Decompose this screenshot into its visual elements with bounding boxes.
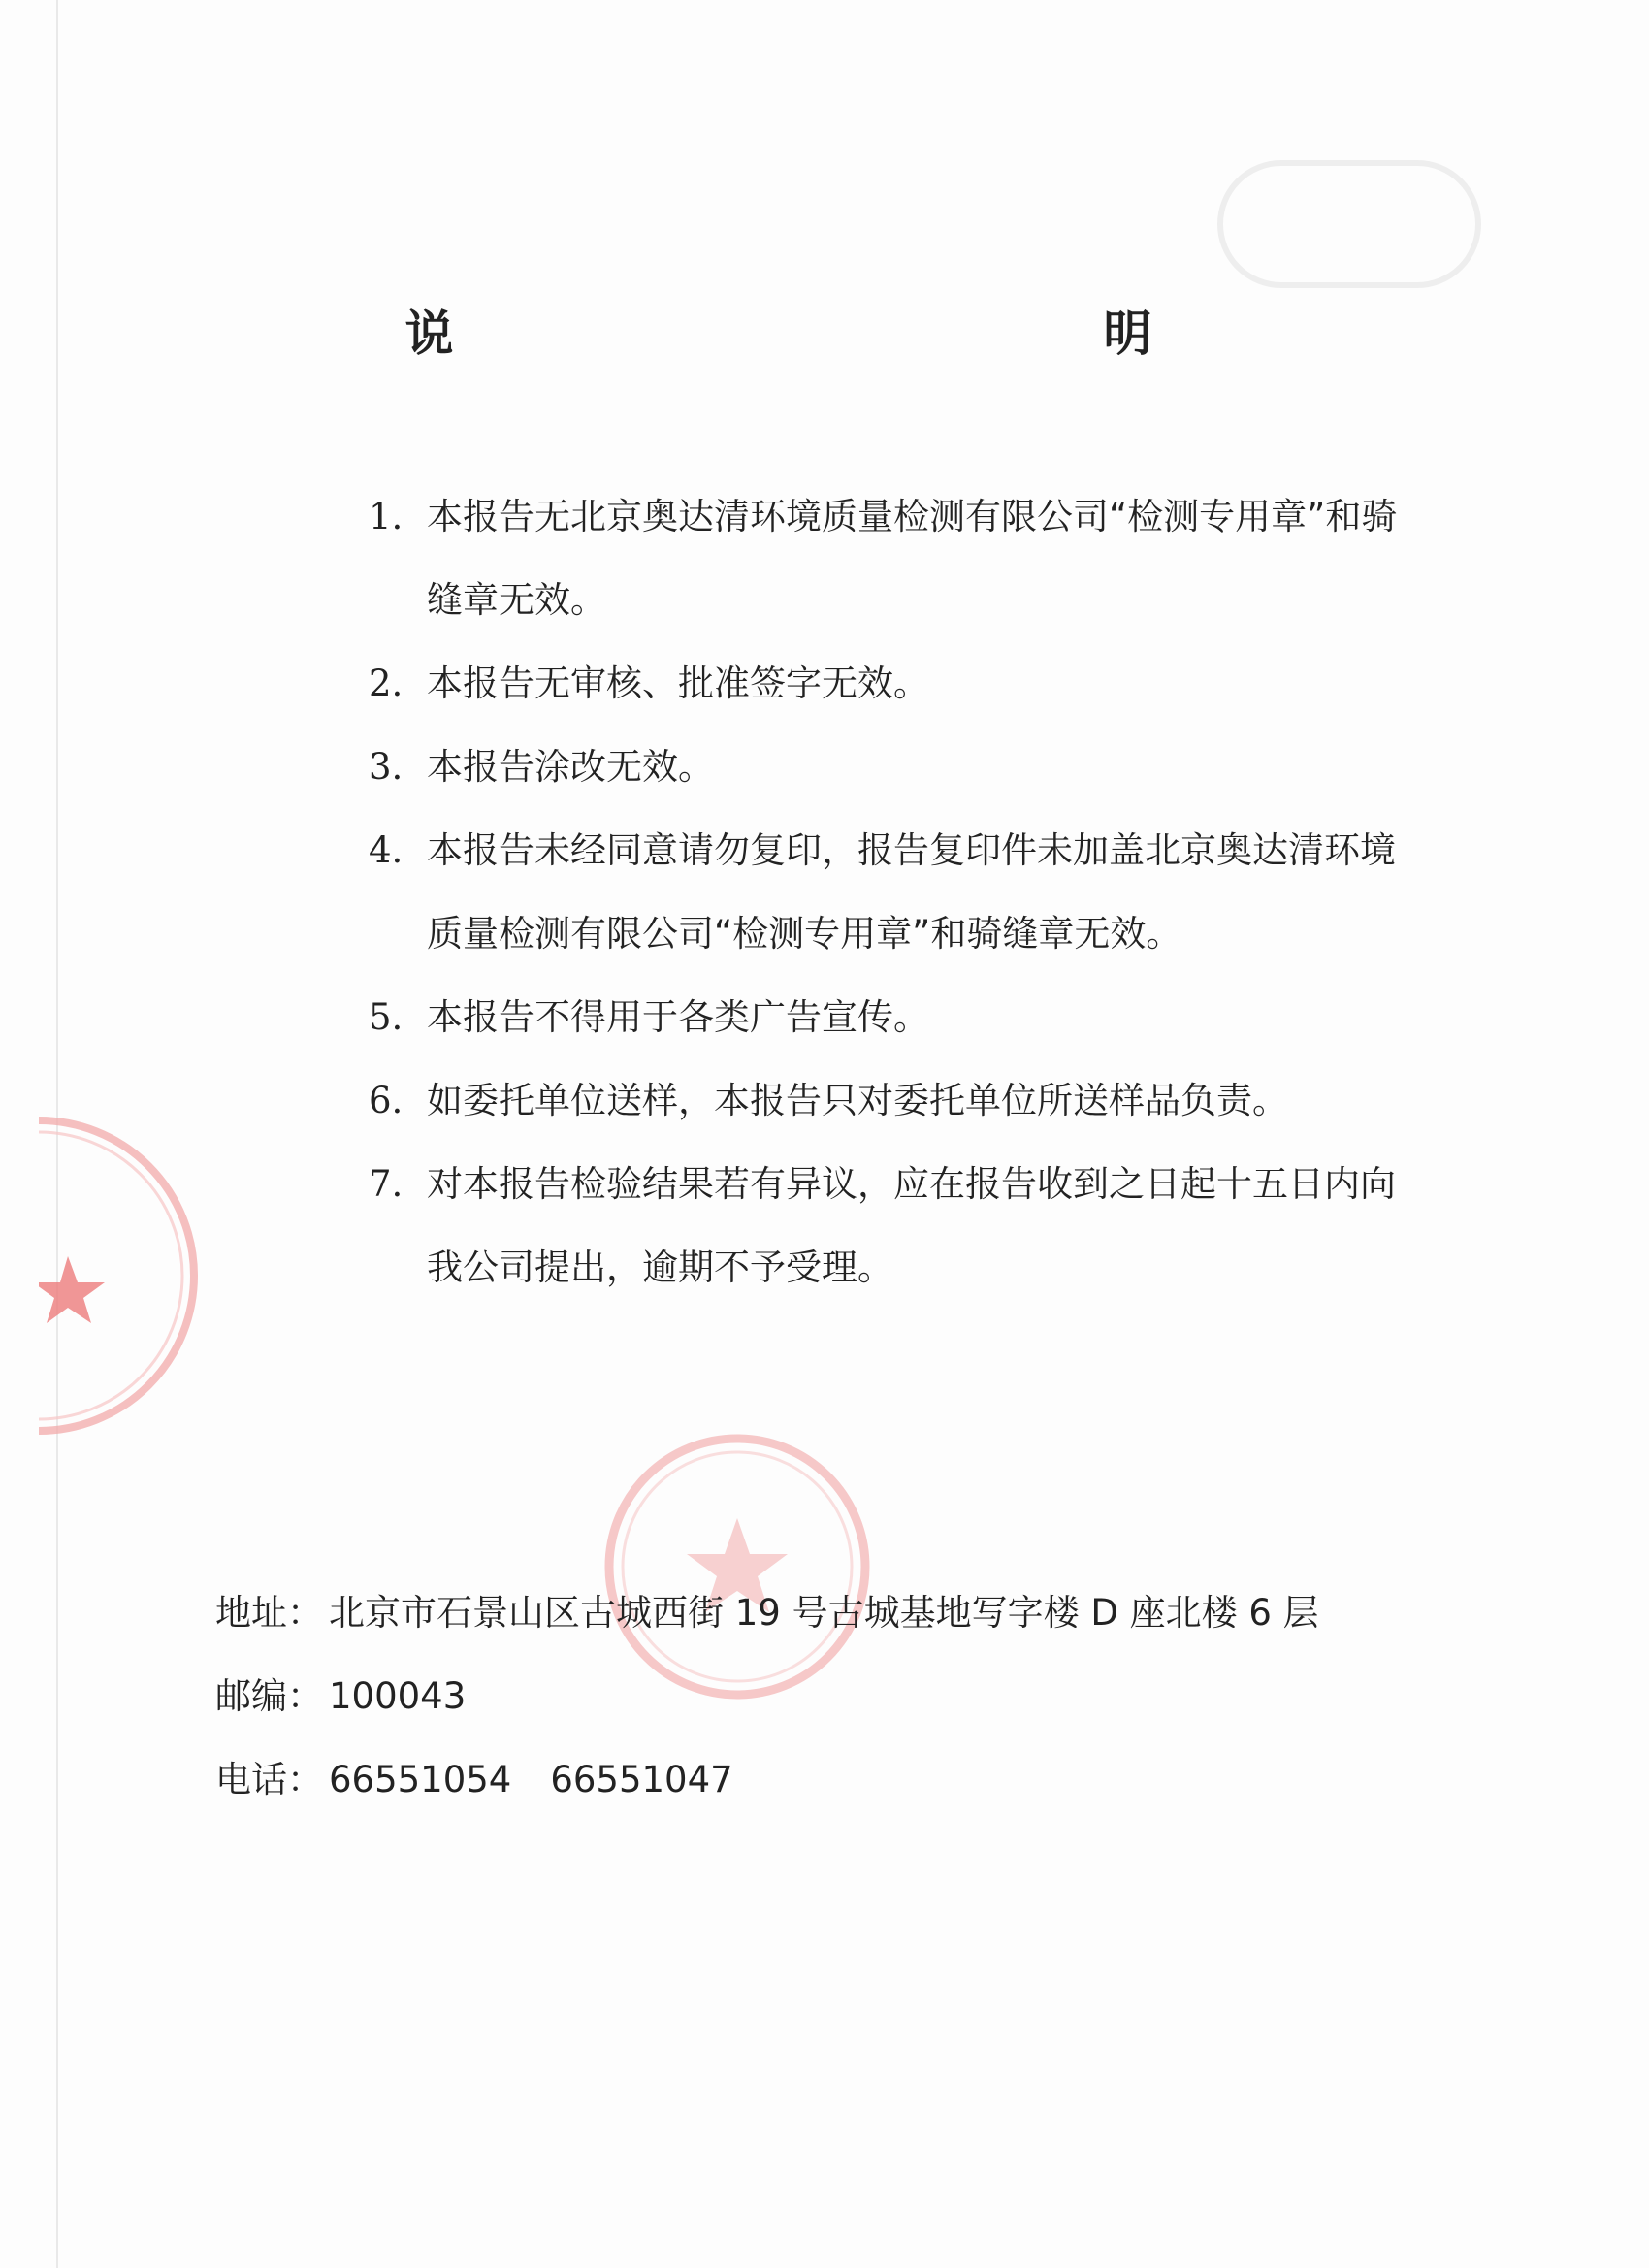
- postcode-label: 邮编：: [215, 1675, 323, 1717]
- note-text: 本报告无审核、批准签字无效。: [427, 663, 929, 704]
- address-label: 地址：: [215, 1592, 323, 1634]
- postcode-row: [215, 1655, 1476, 1738]
- note-item: [369, 976, 1426, 1059]
- phone-number-2: 66551047: [550, 1759, 733, 1800]
- phone-number-1: 66551054: [329, 1759, 512, 1800]
- show-through-logo: [1217, 160, 1481, 288]
- phone-row: [215, 1738, 1476, 1822]
- note-text: 本报告不得用于各类广告宣传。: [427, 996, 929, 1038]
- note-number: 7.: [369, 1163, 404, 1205]
- note-number: 1.: [369, 496, 404, 537]
- note-item: [369, 1059, 1426, 1143]
- address-value: 北京市石景山区古城西街 19 号古城基地写字楼 D 座北楼 6 层: [329, 1592, 1319, 1634]
- note-item: [369, 726, 1426, 809]
- notes-list: [369, 475, 1426, 1310]
- note-text: 对本报告检验结果若有异议，应在报告收到之日起十五日内向我公司提出，逾期不予受理。: [427, 1163, 1396, 1288]
- page-title: 说 明: [404, 305, 1337, 362]
- note-text: 本报告无北京奥达清环境质量检测有限公司“检测专用章”和骑缝章无效。: [427, 496, 1398, 621]
- note-item: [369, 642, 1426, 726]
- phone-label: 电话：: [215, 1759, 323, 1800]
- note-text: 本报告未经同意请勿复印，报告复印件未加盖北京奥达清环境质量检测有限公司“检测专用章”和骑缝章无效。: [427, 829, 1396, 955]
- note-text: 本报告涂改无效。: [427, 746, 714, 788]
- note-number: 3.: [369, 746, 404, 788]
- contact-block: [215, 1571, 1476, 1822]
- note-item: [369, 809, 1426, 976]
- postcode-value: 100043: [329, 1675, 467, 1717]
- note-number: 4.: [369, 829, 404, 871]
- left-seal-stamp: [39, 1116, 223, 1436]
- note-number: 2.: [369, 663, 404, 704]
- note-number: 5.: [369, 996, 404, 1038]
- note-number: 6.: [369, 1080, 404, 1121]
- note-text: 如委托单位送样，本报告只对委托单位所送样品负责。: [427, 1080, 1288, 1121]
- note-item: [369, 475, 1426, 642]
- address-row: [215, 1571, 1476, 1655]
- note-item: [369, 1143, 1426, 1310]
